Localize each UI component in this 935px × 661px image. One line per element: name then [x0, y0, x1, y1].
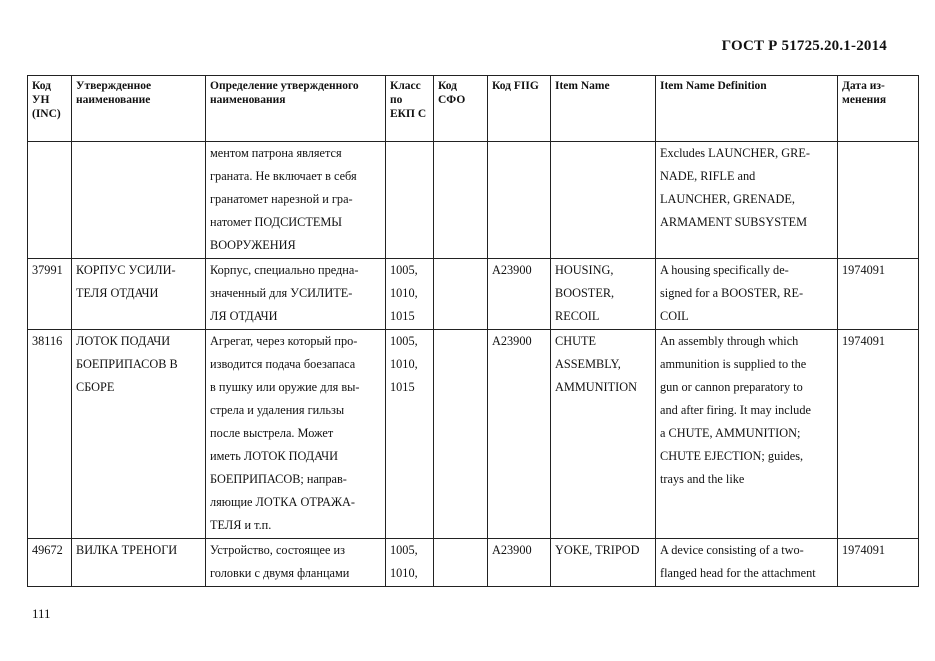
col-header-change-date: Дата из- менения: [838, 76, 919, 142]
cell-inc: [28, 142, 72, 259]
document-code: ГОСТ Р 51725.20.1-2014: [721, 38, 887, 54]
cell-class: 1005, 1010, 1015: [386, 330, 434, 539]
cell-definition: Корпус, специально предна- значенный для УСИЛИТЕ- ЛЯ ОТДАЧИ: [206, 259, 386, 330]
col-header-item-name: Item Name: [551, 76, 656, 142]
col-header-fiig: Код FIIG: [488, 76, 551, 142]
cell-class: 1005, 1010,: [386, 539, 434, 587]
cell-sfo: [434, 539, 488, 587]
col-header-inc: Код УН (INC): [28, 76, 72, 142]
cell-fiig: A23900: [488, 259, 551, 330]
cell-item-definition: Excludes LAUNCHER, GRE- NADE, RIFLE and LAUNCHER, GRENADE, ARMAMENT SUBSYSTEM: [656, 142, 838, 259]
col-header-sfo: Код СФО: [434, 76, 488, 142]
cell-fiig: [488, 142, 551, 259]
cell-definition: Агрегат, через который про- изводится подача боезапаса в пушку или оружие для вы- стрела и удаления гильзы после выстрела. Может иметь ЛОТОК ПОДАЧИ БОЕПРИПАСОВ; направ- ляющие ЛОТКА ОТРАЖА- ТЕЛЯ и т.п.: [206, 330, 386, 539]
cell-item-definition: A housing specifically de- signed for a BOOSTER, RE- COIL: [656, 259, 838, 330]
cell-fiig: A23900: [488, 539, 551, 587]
cell-item-name: HOUSING, BOOSTER, RECOIL: [551, 259, 656, 330]
col-header-class: Класс по ЕКП С: [386, 76, 434, 142]
cell-change-date: 1974091: [838, 539, 919, 587]
cell-approved-name: ЛОТОК ПОДАЧИ БОЕПРИПАСОВ В СБОРЕ: [72, 330, 206, 539]
nomenclature-table: [27, 75, 919, 587]
cell-item-name: CHUTE ASSEMBLY, AMMUNITION: [551, 330, 656, 539]
cell-sfo: [434, 330, 488, 539]
page-number: 111: [32, 606, 51, 621]
table-row: [28, 539, 919, 587]
cell-sfo: [434, 142, 488, 259]
col-header-item-definition: Item Name Definition: [656, 76, 838, 142]
cell-item-name: YOKE, TRIPOD: [551, 539, 656, 587]
cell-item-name: [551, 142, 656, 259]
table-row: [28, 142, 919, 259]
table-row: [28, 259, 919, 330]
cell-sfo: [434, 259, 488, 330]
cell-approved-name: КОРПУС УСИЛИ- ТЕЛЯ ОТДАЧИ: [72, 259, 206, 330]
cell-approved-name: [72, 142, 206, 259]
cell-item-definition: A device consisting of a two- flanged head for the attachment: [656, 539, 838, 587]
cell-inc: 38116: [28, 330, 72, 539]
cell-change-date: 1974091: [838, 259, 919, 330]
cell-definition: ментом патрона является граната. Не включает в себя гранатомет нарезной и гра- натомет ПОДСИСТЕМЫ ВООРУЖЕНИЯ: [206, 142, 386, 259]
cell-definition: Устройство, состоящее из головки с двумя фланцами: [206, 539, 386, 587]
col-header-definition: Определение утвержденного наименования: [206, 76, 386, 142]
table-header-row: [28, 76, 919, 142]
cell-approved-name: ВИЛКА ТРЕНОГИ: [72, 539, 206, 587]
cell-class: 1005, 1010, 1015: [386, 259, 434, 330]
cell-class: [386, 142, 434, 259]
cell-item-definition: An assembly through which ammunition is supplied to the gun or cannon preparatory to and after firing. It may include a CHUTE, AMMUNITION; CHUTE EJECTION; guides, trays and the like: [656, 330, 838, 539]
cell-fiig: A23900: [488, 330, 551, 539]
cell-change-date: [838, 142, 919, 259]
cell-inc: 49672: [28, 539, 72, 587]
col-header-approved-name: Утвержденное наименование: [72, 76, 206, 142]
cell-inc: 37991: [28, 259, 72, 330]
table-row: [28, 330, 919, 539]
cell-change-date: 1974091: [838, 330, 919, 539]
